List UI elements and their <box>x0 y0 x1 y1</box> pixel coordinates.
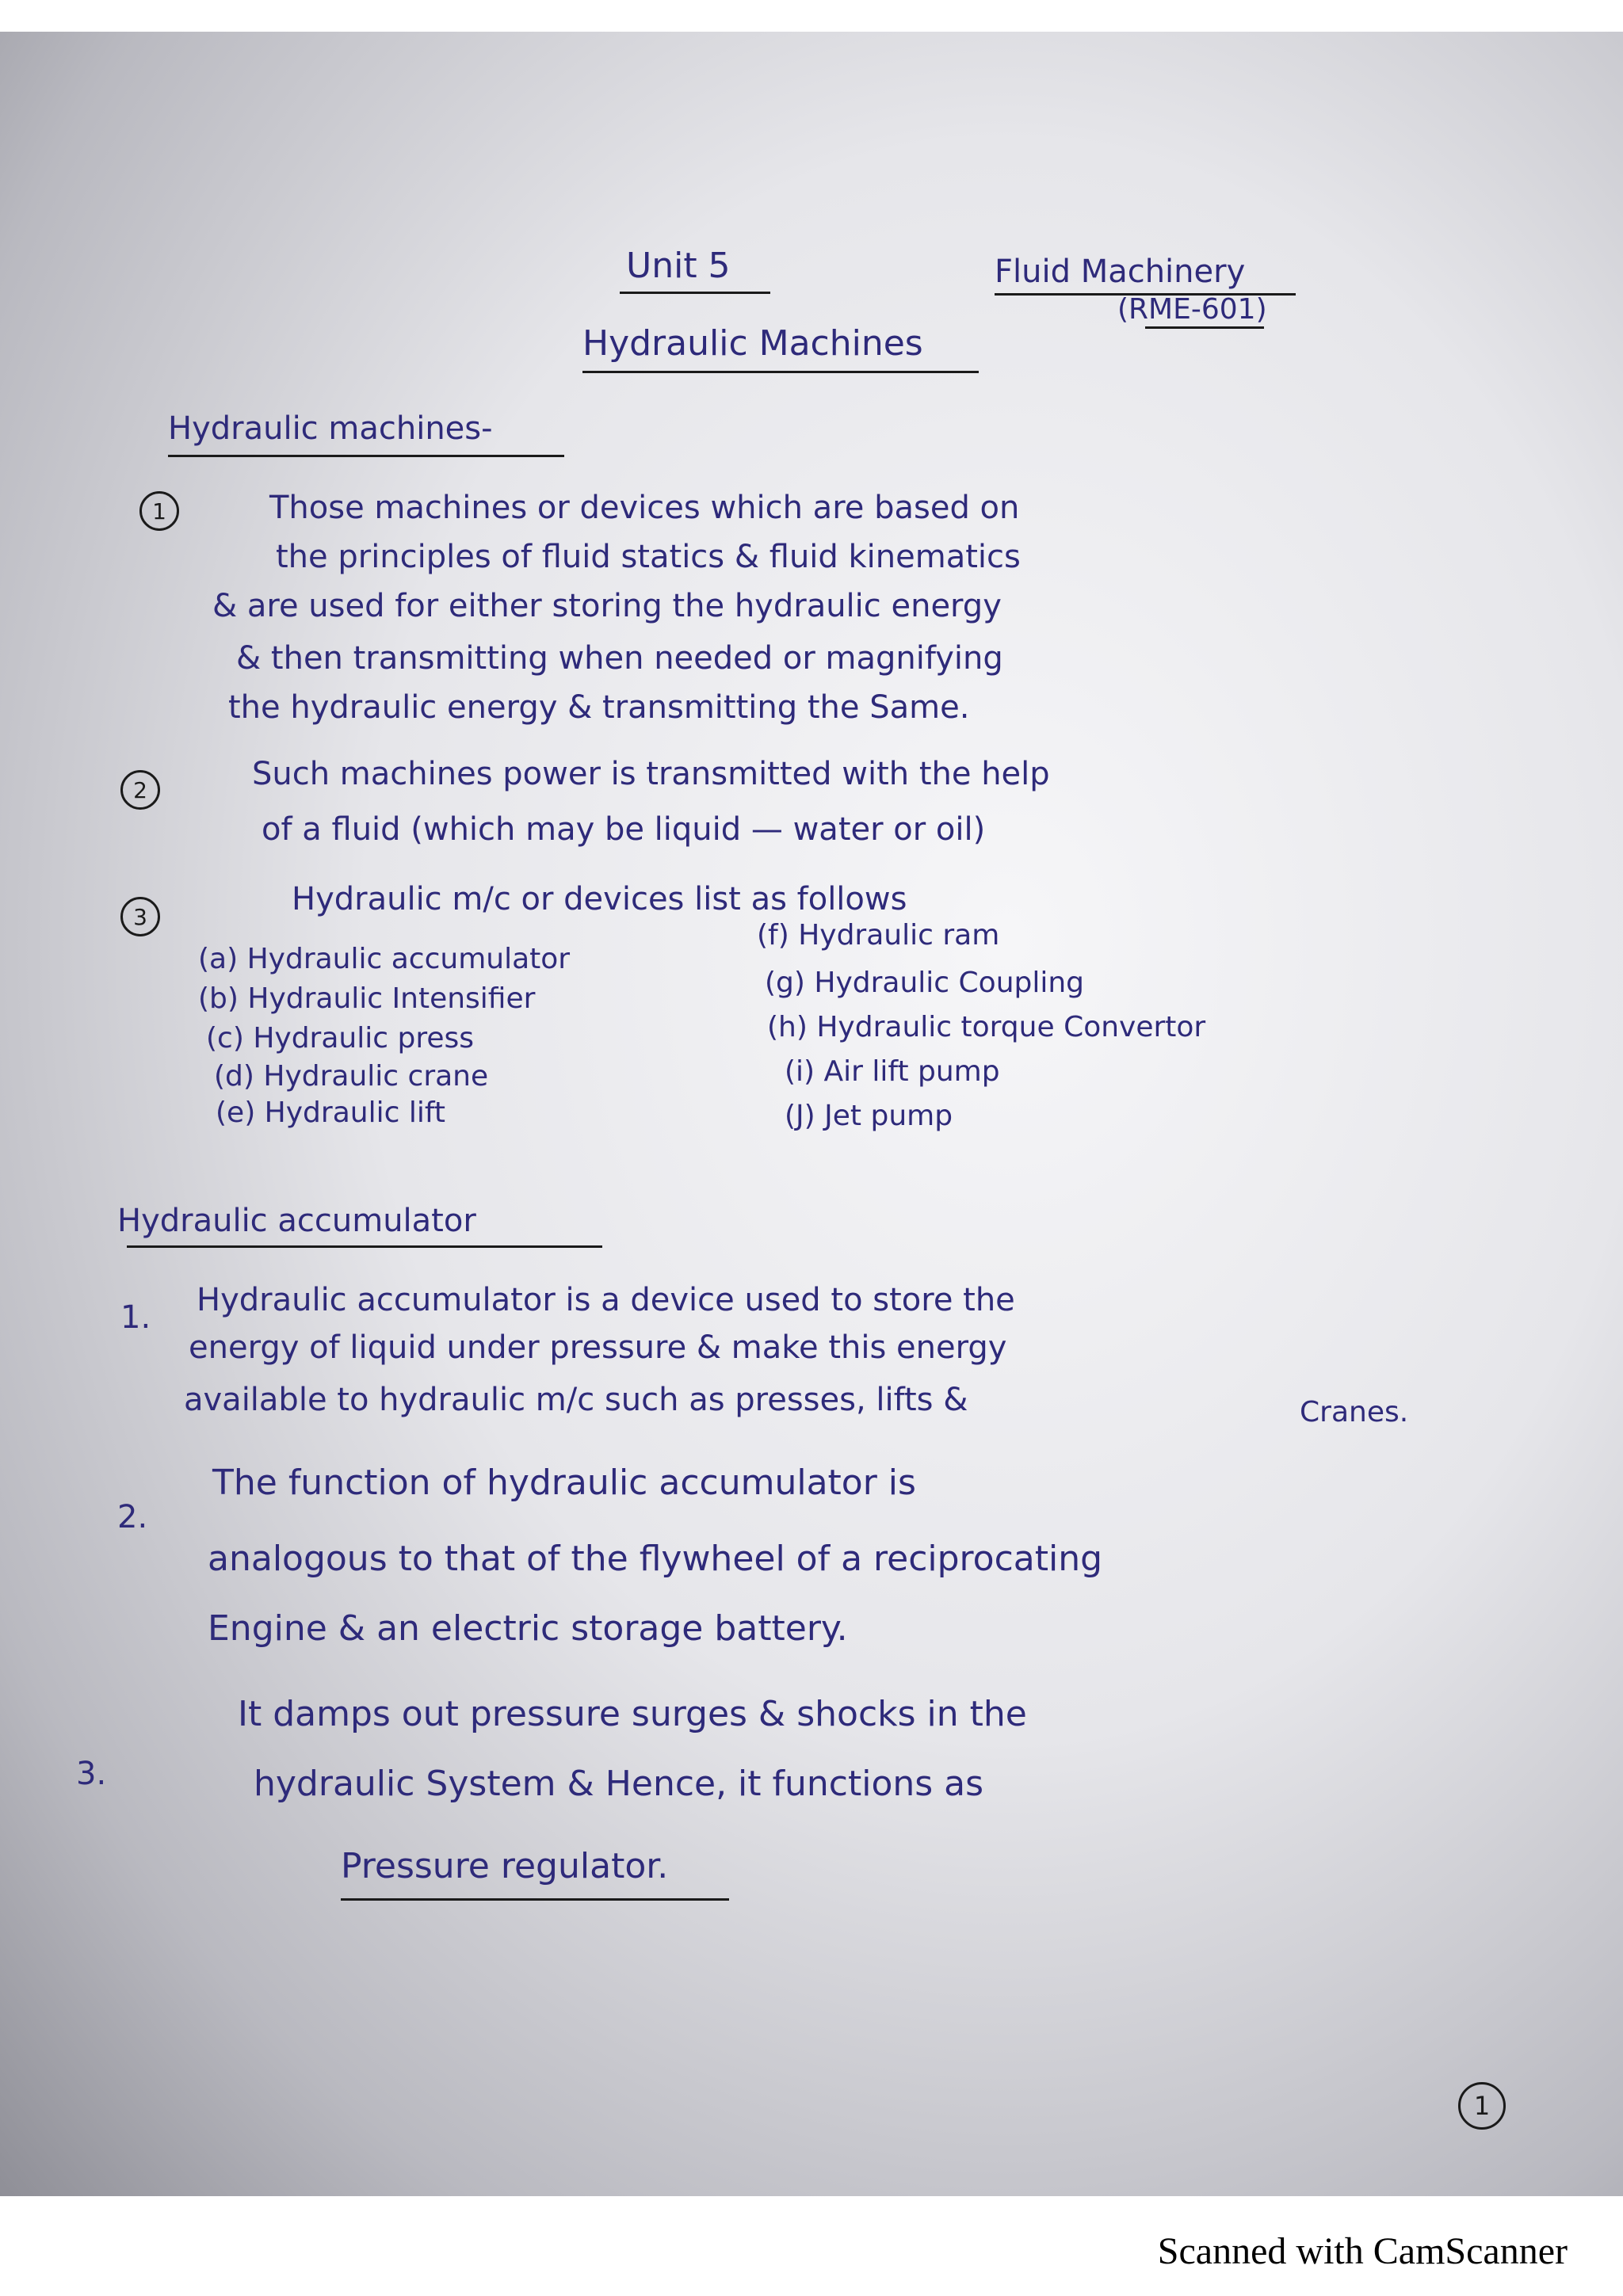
list-intro: Hydraulic m/c or devices list as follows <box>292 881 907 917</box>
code-underline <box>1145 326 1264 329</box>
scan-footer <box>0 2196 1623 2296</box>
list-item: (g) Hydraulic Coupling <box>765 967 1085 999</box>
text-line: the hydraulic energy & transmitting the Same. <box>228 689 970 726</box>
camscanner-watermark: Scanned with CamScanner <box>1157 2230 1568 2272</box>
section-heading-hydraulic-machines: Hydraulic machines- <box>168 410 493 447</box>
text-line: Pressure regulator. <box>341 1846 669 1886</box>
heading-underline <box>127 1245 602 1248</box>
list-item: (f) Hydraulic ram <box>757 919 1000 952</box>
list-item: (h) Hydraulic torque Convertor <box>767 1011 1206 1043</box>
text-line: of a fluid (which may be liquid — water or oil) <box>262 811 986 848</box>
text-line: Such machines power is transmitted with the help <box>252 756 1050 792</box>
list-item: (d) Hydraulic crane <box>214 1060 489 1093</box>
text-line: the principles of fluid statics & fluid kinematics <box>276 539 1021 575</box>
unit-label: Unit 5 <box>626 246 731 286</box>
subject-code: (RME-601) <box>1117 293 1267 326</box>
text-line: hydraulic System & Hence, it functions as <box>254 1764 984 1804</box>
text-line: available to hydraulic m/c such as presses, lifts & <box>184 1382 968 1418</box>
point-number: 3. <box>76 1756 107 1792</box>
list-item: (e) Hydraulic lift <box>216 1097 445 1129</box>
section-heading-hydraulic-accumulator: Hydraulic accumulator <box>117 1203 476 1239</box>
page-number: 1 <box>1458 2082 1506 2130</box>
point-marker-1: 1 <box>139 491 179 531</box>
point-number: 1. <box>120 1299 151 1336</box>
text-line: It damps out pressure surges & shocks in the <box>238 1694 1027 1734</box>
text-line: The function of hydraulic accumulator is <box>212 1463 916 1503</box>
list-item: (b) Hydraulic Intensifier <box>198 982 536 1015</box>
text-line: analogous to that of the flywheel of a reciprocating <box>208 1539 1103 1579</box>
list-item: (J) Jet pump <box>785 1100 953 1132</box>
text-line: energy of liquid under pressure & make this energy <box>189 1329 1007 1366</box>
list-item: (i) Air lift pump <box>785 1055 1000 1088</box>
text-line: Those machines or devices which are based on <box>269 490 1020 526</box>
list-item: (c) Hydraulic press <box>206 1022 474 1055</box>
text-line: Hydraulic accumulator is a device used to store the <box>197 1282 1015 1318</box>
text-line: & are used for either storing the hydraulic energy <box>212 588 1002 624</box>
point-marker-3: 3 <box>120 897 160 936</box>
list-item: (a) Hydraulic accumulator <box>198 943 571 975</box>
point-number: 2. <box>117 1499 148 1535</box>
heading-underline <box>168 455 564 457</box>
pressure-regulator-underline <box>341 1898 729 1901</box>
unit-underline <box>620 292 770 294</box>
page-title: Hydraulic Machines <box>582 323 923 364</box>
scanned-page <box>0 32 1623 2196</box>
subject-label: Fluid Machinery <box>995 254 1246 290</box>
text-line: & then transmitting when needed or magnifying <box>236 640 1003 677</box>
text-line: Engine & an electric storage battery. <box>208 1608 848 1649</box>
title-underline <box>582 371 979 373</box>
point-marker-2: 2 <box>120 770 160 810</box>
text-line: Cranes. <box>1300 1396 1409 1428</box>
